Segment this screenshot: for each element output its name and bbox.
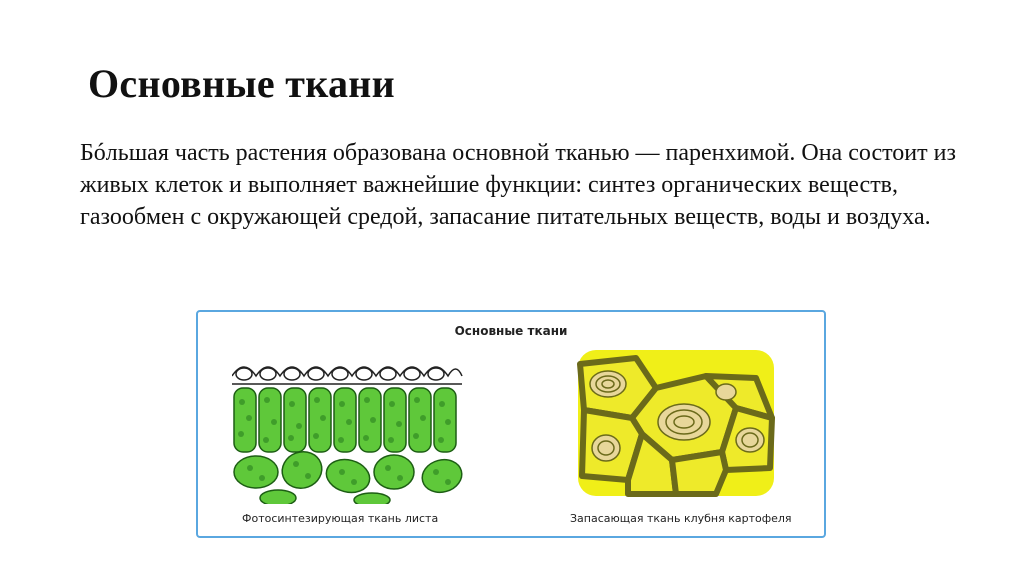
figure-frame [196,310,826,538]
leaf-tissue-illustration [232,352,464,504]
figure-title: Основные ткани [454,324,568,338]
slide-paragraph: Бóльшая часть растения образована основной тканью — паренхимой. Она состоит из живых клеток и выполняет важнейшие функции: синтез органических веществ, газообмен с окружающей средой, запасание питательных веществ, воды и воздуха. [80,140,956,230]
potato-tissue-illustration [576,348,776,498]
leaf-tissue-caption: Фотосинтезирующая ткань листа [242,512,439,525]
slide-title: Основные ткани [88,61,395,106]
potato-tissue-caption: Запасающая ткань клубня картофеля [570,512,792,525]
